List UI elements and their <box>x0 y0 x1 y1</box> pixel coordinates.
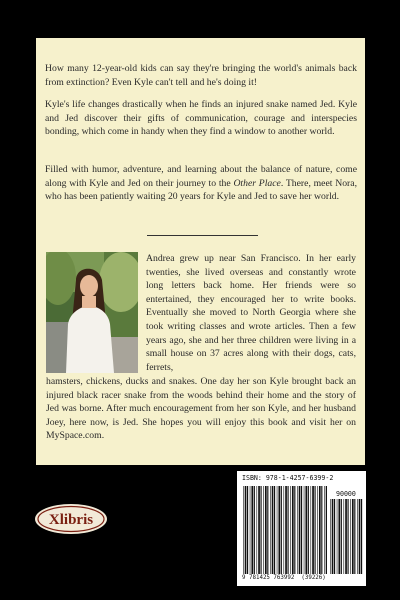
barcode-bar <box>324 486 325 574</box>
barcode-bar <box>304 486 305 574</box>
barcode-bar <box>337 499 338 574</box>
barcode-bar <box>251 486 253 574</box>
barcode-bar <box>326 486 327 574</box>
barcode-bar <box>312 486 314 574</box>
barcode-bar <box>270 486 271 574</box>
barcode-bar <box>245 486 247 574</box>
barcode-bar <box>254 486 255 574</box>
barcode-bar <box>354 499 355 574</box>
author-bio-bottom: hamsters, chickens, ducks and snakes. One day her son Kyle brought back an injured black racer snake from the woods behind their home and the story of Jed was borne. After much encouragement from her son Kyle, and her husband Joey, here now, is Jed. She hopes you will enjoy this book and visit her on MySpace.com. <box>46 376 356 442</box>
barcode-bar <box>257 486 258 574</box>
logo-text: Xlibris <box>48 512 94 528</box>
barcode-bar <box>357 499 358 574</box>
barcode-bar <box>247 486 248 574</box>
barcode-bar <box>311 486 312 574</box>
barcode-bar <box>258 486 260 574</box>
barcode-bar <box>261 486 262 574</box>
barcode-bar <box>305 486 307 574</box>
barcode-bar <box>352 499 354 574</box>
barcode-bar <box>321 486 322 574</box>
barcode-addon-digits: (39226) <box>301 575 326 581</box>
barcode-bar <box>267 486 268 574</box>
section-divider <box>147 235 258 236</box>
other-place-title: Other Place <box>233 177 281 189</box>
barcode-bar <box>332 499 334 574</box>
price-code: 90000 <box>336 490 356 498</box>
barcode-bar <box>359 499 361 574</box>
xlibris-logo <box>34 502 108 536</box>
barcode-bar <box>348 499 349 574</box>
barcode-bar <box>317 486 318 574</box>
barcode-bar <box>277 486 278 574</box>
barcode-bar <box>308 486 309 574</box>
blurb-paragraph-1: How many 12-year-old kids can say they're bringing the world's animals back from extinction? Even Kyle can't tell and he's doing it! <box>45 63 357 88</box>
barcode-bar <box>341 499 342 574</box>
barcode-bar <box>274 486 275 574</box>
barcode-bar <box>290 486 291 574</box>
blurb-paragraph-2: Kyle's life changes drastically when he finds an injured snake named Jed. Kyle and Jed discover their gifts of communication, courage and interspecies bonding, which come in handy when they find a window to another world. <box>45 99 357 138</box>
isbn-label: ISBN: 978-1-4257-6399-2 <box>242 474 334 482</box>
addon-barcode <box>330 499 364 574</box>
barcode-bar <box>294 486 295 574</box>
barcode-bar <box>278 486 280 574</box>
barcode-bar <box>330 499 331 574</box>
barcode-bar <box>292 486 294 574</box>
barcode-bar <box>265 486 267 574</box>
isbn-barcode <box>243 486 327 574</box>
barcode-bar <box>344 499 345 574</box>
barcode-number <box>242 575 326 581</box>
barcode-bar <box>345 499 347 574</box>
barcode-bar <box>350 499 351 574</box>
author-bio-top: Andrea grew up near San Francisco. In her early twenties, she lived overseas and constantly wrote long letters back home. Her friends were so entertained, they encouraged her to write books. Eventually she moved to North Georgia where she took writing classes and wrote articles. Then a few years ago, she and her three children were living in a small house on 37 acres along with their dogs, cats, ferrets, <box>146 253 356 373</box>
author-photo <box>46 252 138 373</box>
barcode-bar <box>315 486 316 574</box>
barcode-bar <box>272 486 274 574</box>
barcode-bar <box>250 486 251 574</box>
barcode-bar <box>361 499 362 574</box>
blurb-paragraph-3-end: . There, meet Nora, who has been patiently waiting 20 years for Kyle and Jed to save her world. <box>45 177 357 203</box>
blurb-paragraph-3 <box>45 163 357 204</box>
barcode-bar <box>319 486 321 574</box>
barcode-bar <box>338 499 340 574</box>
barcode-bar <box>288 486 289 574</box>
barcode-bar <box>301 486 302 574</box>
barcode-bar <box>263 486 264 574</box>
barcode-bar <box>285 486 287 574</box>
barcode-bar <box>284 486 285 574</box>
barcode-digits: 9 781425 763992 <box>242 575 295 581</box>
barcode-bar <box>299 486 301 574</box>
barcode-bar <box>297 486 298 574</box>
barcode-bar <box>334 499 335 574</box>
barcode-bar <box>243 486 244 574</box>
blurb-paragraph-3-start: Filled with humor, adventure, and learning about the balance of nature, come along with Kyle and Jed on their journey to the <box>45 164 357 189</box>
barcode-bar <box>281 486 282 574</box>
